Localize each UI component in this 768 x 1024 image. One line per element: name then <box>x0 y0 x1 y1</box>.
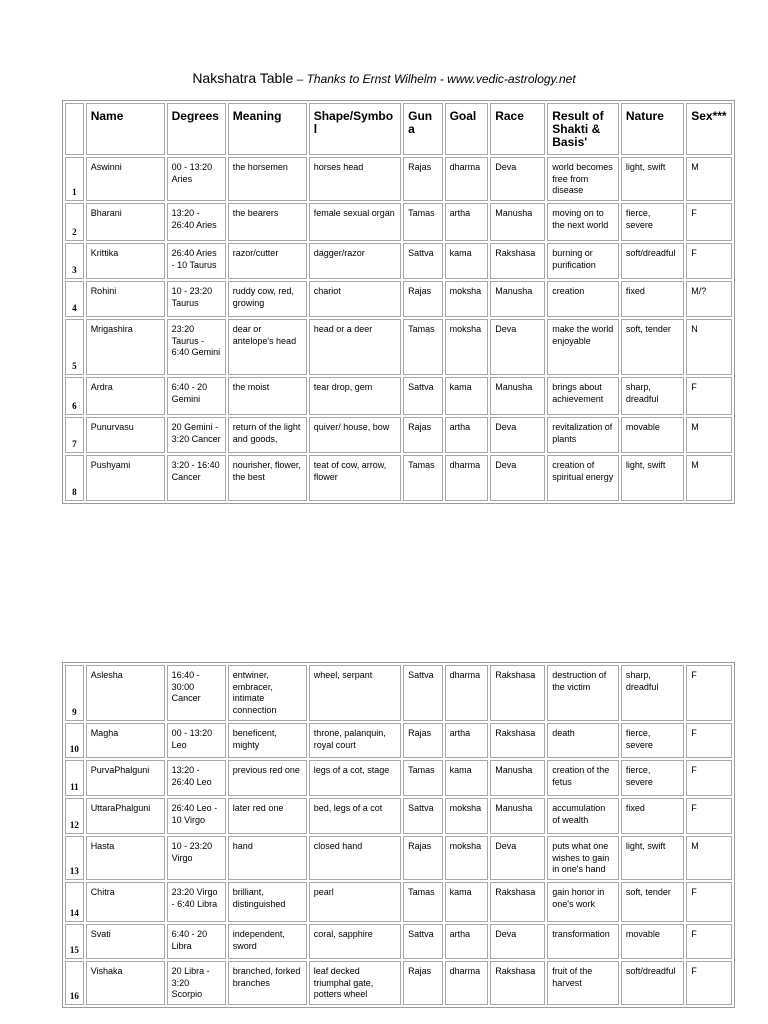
header-race: Race <box>490 103 545 155</box>
cell-name: UttaraPhalguni <box>86 798 165 834</box>
cell-goal: kama <box>445 760 489 796</box>
cell-race: Deva <box>490 319 545 375</box>
cell-degrees: 6:40 - 20 Gemini <box>167 377 226 415</box>
header-result: Result of Shakti & Basis' <box>547 103 619 155</box>
cell-symbol: leaf decked triumphal gate, potters wheel <box>309 961 401 1005</box>
cell-sex: M <box>686 836 732 880</box>
cell-result: fruit of the harvest <box>547 961 619 1005</box>
cell-degrees: 6:40 - 20 Libra <box>167 924 226 959</box>
cell-guna: Rajas <box>403 723 442 758</box>
cell-goal: artha <box>445 723 489 758</box>
table-row <box>65 281 732 317</box>
table-row <box>65 157 732 201</box>
cell-sex: M <box>686 157 732 201</box>
cell-goal: dharma <box>445 665 489 721</box>
cell-num: 5 <box>65 319 84 375</box>
cell-guna: Rajas <box>403 157 442 201</box>
table-row <box>65 417 732 453</box>
cell-result: brings about achievement <box>547 377 619 415</box>
cell-goal: dharma <box>445 157 489 201</box>
cell-degrees: 16:40 - 30:00 Cancer <box>167 665 226 721</box>
cell-symbol: dagger/razor <box>309 243 401 279</box>
cell-symbol: closed hand <box>309 836 401 880</box>
cell-guna: Rajas <box>403 836 442 880</box>
cell-degrees: 10 - 23:20 Taurus <box>167 281 226 317</box>
cell-sex: F <box>686 924 732 959</box>
table-row <box>65 882 732 922</box>
cell-race: Manusha <box>490 798 545 834</box>
cell-num: 9 <box>65 665 84 721</box>
cell-name: Magha <box>86 723 165 758</box>
cell-result: make the world enjoyable <box>547 319 619 375</box>
page-title <box>0 70 768 86</box>
cell-guna: Tamas <box>403 319 442 375</box>
cell-result: destruction of the victim <box>547 665 619 721</box>
cell-goal: moksha <box>445 836 489 880</box>
cell-symbol: legs of a cot, stage <box>309 760 401 796</box>
cell-result: creation of spiritual energy <box>547 455 619 501</box>
cell-meaning: later red one <box>228 798 307 834</box>
cell-nature: fixed <box>621 281 684 317</box>
cell-num: 12 <box>65 798 84 834</box>
cell-num: 14 <box>65 882 84 922</box>
table-row <box>65 243 732 279</box>
table-row <box>65 961 732 1005</box>
cell-meaning: the horsemen <box>228 157 307 201</box>
cell-sex: F <box>686 961 732 1005</box>
cell-symbol: head or a deer <box>309 319 401 375</box>
cell-meaning: branched, forked branches <box>228 961 307 1005</box>
cell-name: Aswinni <box>86 157 165 201</box>
cell-race: Rakshasa <box>490 882 545 922</box>
cell-nature: soft, tender <box>621 882 684 922</box>
cell-meaning: the bearers <box>228 203 307 241</box>
cell-result: puts what one wishes to gain in one's hand <box>547 836 619 880</box>
table-row <box>65 319 732 375</box>
cell-num: 13 <box>65 836 84 880</box>
cell-guna: Tamas <box>403 760 442 796</box>
cell-guna: Tamas <box>403 203 442 241</box>
cell-race: Rakshasa <box>490 961 545 1005</box>
cell-name: Aslesha <box>86 665 165 721</box>
cell-meaning: brilliant, distinguished <box>228 882 307 922</box>
cell-sex: N <box>686 319 732 375</box>
header-symbol: Shape/Symbol <box>309 103 401 155</box>
cell-race: Manusha <box>490 377 545 415</box>
cell-nature: movable <box>621 417 684 453</box>
table-row <box>65 203 732 241</box>
cell-result: revitalization of plants <box>547 417 619 453</box>
cell-race: Manusha <box>490 203 545 241</box>
cell-guna: Sattva <box>403 243 442 279</box>
cell-num: 4 <box>65 281 84 317</box>
cell-name: Ardra <box>86 377 165 415</box>
cell-nature: sharp, dreadful <box>621 377 684 415</box>
cell-name: Rohini <box>86 281 165 317</box>
cell-degrees: 13:20 - 26:40 Leo <box>167 760 226 796</box>
header-name: Name <box>86 103 165 155</box>
title-credit: Thanks to Ernst Wilhelm - www.vedic-astrology.net <box>306 72 576 86</box>
cell-sex: F <box>686 723 732 758</box>
cell-degrees: 00 - 13:20 Aries <box>167 157 226 201</box>
cell-meaning: the moist <box>228 377 307 415</box>
cell-guna: Sattva <box>403 798 442 834</box>
cell-meaning: entwiner, embracer, intimate connection <box>228 665 307 721</box>
cell-nature: fixed <box>621 798 684 834</box>
cell-degrees: 26:40 Leo - 10 Virgo <box>167 798 226 834</box>
cell-symbol: bed, legs of a cot <box>309 798 401 834</box>
table-row <box>65 377 732 415</box>
cell-name: Hasta <box>86 836 165 880</box>
header-guna: Guna <box>403 103 442 155</box>
cell-name: Bharani <box>86 203 165 241</box>
cell-degrees: 00 - 13:20 Leo <box>167 723 226 758</box>
cell-goal: artha <box>445 417 489 453</box>
header-nature: Nature <box>621 103 684 155</box>
cell-symbol: tear drop, gem <box>309 377 401 415</box>
cell-symbol: quiver/ house, bow <box>309 417 401 453</box>
cell-goal: kama <box>445 882 489 922</box>
cell-result: creation <box>547 281 619 317</box>
table-row <box>65 924 732 959</box>
cell-result: burning or purification <box>547 243 619 279</box>
cell-num: 3 <box>65 243 84 279</box>
cell-race: Deva <box>490 924 545 959</box>
cell-degrees: 26:40 Aries - 10 Taurus <box>167 243 226 279</box>
cell-guna: Sattva <box>403 665 442 721</box>
cell-goal: moksha <box>445 319 489 375</box>
cell-num: 11 <box>65 760 84 796</box>
cell-guna: Sattva <box>403 924 442 959</box>
cell-sex: F <box>686 377 732 415</box>
cell-result: moving on to the next world <box>547 203 619 241</box>
cell-meaning: ruddy cow, red, growing <box>228 281 307 317</box>
header-number <box>65 103 84 155</box>
cell-nature: fierce, severe <box>621 203 684 241</box>
cell-nature: light, swift <box>621 157 684 201</box>
cell-nature: fierce, severe <box>621 723 684 758</box>
cell-degrees: 13:20 - 26:40 Aries <box>167 203 226 241</box>
cell-result: creation of the fetus <box>547 760 619 796</box>
cell-meaning: previous red one <box>228 760 307 796</box>
cell-sex: F <box>686 203 732 241</box>
cell-meaning: razor/cutter <box>228 243 307 279</box>
cell-num: 16 <box>65 961 84 1005</box>
cell-sex: F <box>686 760 732 796</box>
cell-degrees: 20 Libra - 3:20 Scorpio <box>167 961 226 1005</box>
cell-sex: F <box>686 798 732 834</box>
cell-sex: M/? <box>686 281 732 317</box>
cell-goal: dharma <box>445 455 489 501</box>
cell-nature: sharp, dreadful <box>621 665 684 721</box>
cell-num: 7 <box>65 417 84 453</box>
cell-race: Rakshasa <box>490 243 545 279</box>
cell-name: Vishaka <box>86 961 165 1005</box>
cell-degrees: 10 - 23:20 Virgo <box>167 836 226 880</box>
cell-num: 15 <box>65 924 84 959</box>
cell-race: Manusha <box>490 281 545 317</box>
cell-meaning: independent, sword <box>228 924 307 959</box>
cell-result: world becomes free from disease <box>547 157 619 201</box>
cell-race: Deva <box>490 417 545 453</box>
cell-name: Chitra <box>86 882 165 922</box>
table-row <box>65 798 732 834</box>
cell-nature: soft/dreadful <box>621 961 684 1005</box>
cell-num: 2 <box>65 203 84 241</box>
cell-symbol: teat of cow, arrow, flower <box>309 455 401 501</box>
cell-num: 8 <box>65 455 84 501</box>
cell-result: accumulation of wealth <box>547 798 619 834</box>
table-row <box>65 665 732 721</box>
cell-sex: F <box>686 243 732 279</box>
cell-name: Svati <box>86 924 165 959</box>
cell-symbol: horses head <box>309 157 401 201</box>
cell-guna: Tamas <box>403 455 442 501</box>
cell-nature: movable <box>621 924 684 959</box>
nakshatra-table-1 <box>62 100 735 504</box>
header-meaning: Meaning <box>228 103 307 155</box>
cell-symbol: female sexual organ <box>309 203 401 241</box>
cell-goal: moksha <box>445 798 489 834</box>
table-row <box>65 836 732 880</box>
cell-symbol: throne, palanquin, royal court <box>309 723 401 758</box>
cell-degrees: 3:20 - 16:40 Cancer <box>167 455 226 501</box>
cell-race: Deva <box>490 157 545 201</box>
table-header-row <box>65 103 732 155</box>
cell-sex: F <box>686 882 732 922</box>
header-sex: Sex*** <box>686 103 732 155</box>
cell-goal: moksha <box>445 281 489 317</box>
cell-meaning: return of the light and goods, <box>228 417 307 453</box>
table-row <box>65 760 732 796</box>
cell-goal: kama <box>445 377 489 415</box>
cell-guna: Tamas <box>403 882 442 922</box>
table-row <box>65 455 732 501</box>
cell-race: Deva <box>490 455 545 501</box>
cell-nature: soft/dreadful <box>621 243 684 279</box>
cell-guna: Rajas <box>403 281 442 317</box>
cell-sex: M <box>686 417 732 453</box>
cell-race: Rakshasa <box>490 723 545 758</box>
cell-meaning: hand <box>228 836 307 880</box>
cell-sex: M <box>686 455 732 501</box>
cell-race: Deva <box>490 836 545 880</box>
cell-num: 1 <box>65 157 84 201</box>
cell-symbol: wheel, serpant <box>309 665 401 721</box>
cell-sex: F <box>686 665 732 721</box>
cell-symbol: coral, sapphire <box>309 924 401 959</box>
table-row <box>65 723 732 758</box>
cell-num: 10 <box>65 723 84 758</box>
cell-symbol: chariot <box>309 281 401 317</box>
title-main: Nakshatra Table <box>192 70 294 86</box>
cell-meaning: dear or antelope's head <box>228 319 307 375</box>
cell-goal: artha <box>445 203 489 241</box>
cell-result: transformation <box>547 924 619 959</box>
cell-name: Krittika <box>86 243 165 279</box>
cell-guna: Sattva <box>403 377 442 415</box>
header-degrees: Degrees <box>167 103 226 155</box>
cell-result: death <box>547 723 619 758</box>
nakshatra-table-2 <box>62 662 735 1008</box>
cell-goal: dharma <box>445 961 489 1005</box>
cell-degrees: 23:20 Taurus - 6:40 Gemini <box>167 319 226 375</box>
cell-meaning: beneficent, mighty <box>228 723 307 758</box>
cell-race: Rakshasa <box>490 665 545 721</box>
cell-num: 6 <box>65 377 84 415</box>
cell-nature: fierce, severe <box>621 760 684 796</box>
cell-guna: Rajas <box>403 961 442 1005</box>
header-goal: Goal <box>445 103 489 155</box>
cell-degrees: 23:20 Virgo - 6:40 Libra <box>167 882 226 922</box>
title-dash: – <box>293 72 307 86</box>
cell-result: gain honor in one's work <box>547 882 619 922</box>
cell-name: Punurvasu <box>86 417 165 453</box>
cell-race: Manusha <box>490 760 545 796</box>
cell-nature: light, swift <box>621 455 684 501</box>
cell-name: Pushyami <box>86 455 165 501</box>
cell-nature: light, swift <box>621 836 684 880</box>
cell-guna: Rajas <box>403 417 442 453</box>
cell-name: PurvaPhalguni <box>86 760 165 796</box>
cell-nature: soft, tender <box>621 319 684 375</box>
cell-goal: kama <box>445 243 489 279</box>
cell-symbol: pearl <box>309 882 401 922</box>
cell-degrees: 20 Gemini - 3:20 Cancer <box>167 417 226 453</box>
cell-name: Mrigashira <box>86 319 165 375</box>
cell-goal: artha <box>445 924 489 959</box>
cell-meaning: nourisher, flower, the best <box>228 455 307 501</box>
